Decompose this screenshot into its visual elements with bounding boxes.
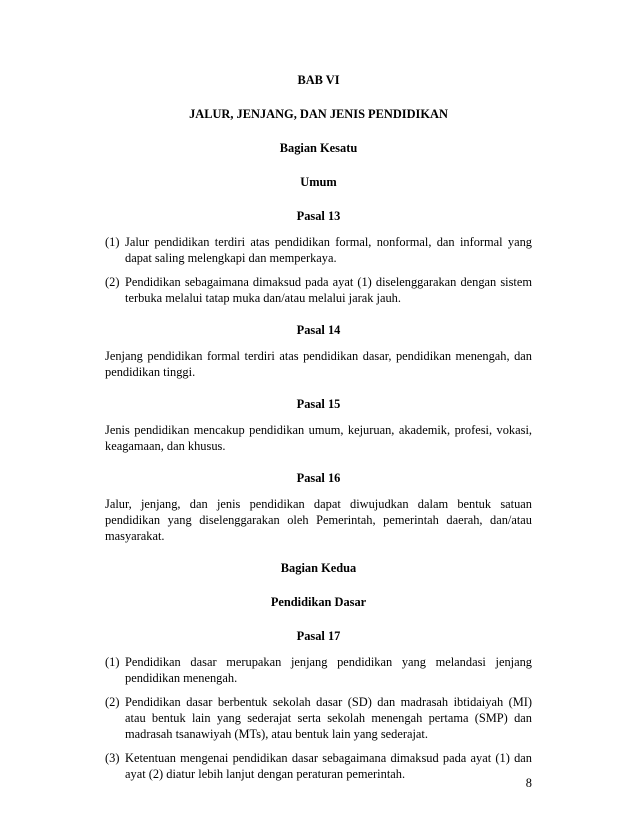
pasal-13-heading: Pasal 13 xyxy=(296,209,341,223)
pasal-16-text: Jalur, jenjang, dan jenis pendidikan dapat diwujudkan dalam bentuk satuan pendidikan yang diselenggarakan oleh Pemerintah, pemerintah daerah, dan/atau masyarakat. xyxy=(105,497,532,543)
part-1-subtitle: Umum xyxy=(300,175,337,189)
pasal-13-item-2 xyxy=(105,274,532,306)
pasal-15-text: Jenis pendidikan mencakup pendidikan umum, kejuruan, akademik, profesi, vokasi, keagamaan, dan khusus. xyxy=(105,423,532,453)
item-text: Jalur pendidikan terdiri atas pendidikan formal, nonformal, dan informal yang dapat saling melengkapi dan memperkaya. xyxy=(125,235,532,265)
pasal-14-text: Jenjang pendidikan formal terdiri atas pendidikan dasar, pendidikan menengah, dan pendidikan tinggi. xyxy=(105,349,532,379)
pasal-17-item-3 xyxy=(105,750,532,782)
chapter-title: JALUR, JENJANG, DAN JENIS PENDIDIKAN xyxy=(189,107,448,121)
item-number: (1) xyxy=(105,235,120,249)
item-number: (2) xyxy=(105,275,120,289)
pasal-16-heading: Pasal 16 xyxy=(296,471,341,485)
item-text: Pendidikan dasar berbentuk sekolah dasar (SD) dan madrasah ibtidaiyah (MI) atau bentuk lain yang sederajat serta sekolah menengah pertama (SMP) dan madrasah tsanawiyah (MTs), atau bentuk lain yang sederajat. xyxy=(125,695,532,741)
pasal-14-heading: Pasal 14 xyxy=(296,323,341,337)
page-number: 8 xyxy=(525,776,532,790)
item-text: Pendidikan dasar merupakan jenjang pendidikan yang melandasi jenjang pendidikan menengah. xyxy=(125,655,532,685)
part-1-heading: Bagian Kesatu xyxy=(279,141,358,155)
item-text: Ketentuan mengenai pendidikan dasar sebagaimana dimaksud pada ayat (1) dan ayat (2) diatur lebih lanjut dengan peraturan pemerintah. xyxy=(125,751,532,781)
part-2-heading: Bagian Kedua xyxy=(280,561,357,575)
pasal-17-item-2 xyxy=(105,694,532,742)
chapter-heading: BAB VI xyxy=(297,73,340,87)
page-content xyxy=(105,72,532,790)
part-2-subtitle: Pendidikan Dasar xyxy=(270,595,367,609)
pasal-15-heading: Pasal 15 xyxy=(296,397,341,411)
item-number: (2) xyxy=(105,695,120,709)
pasal-17-heading: Pasal 17 xyxy=(296,629,341,643)
item-text: Pendidikan sebagaimana dimaksud pada ayat (1) diselenggarakan dengan sistem terbuka melalui tatap muka dan/atau melalui jarak jauh. xyxy=(125,275,532,305)
pasal-17-item-1 xyxy=(105,654,532,686)
item-number: (3) xyxy=(105,751,120,765)
pasal-13-item-1 xyxy=(105,234,532,266)
item-number: (1) xyxy=(105,655,120,669)
